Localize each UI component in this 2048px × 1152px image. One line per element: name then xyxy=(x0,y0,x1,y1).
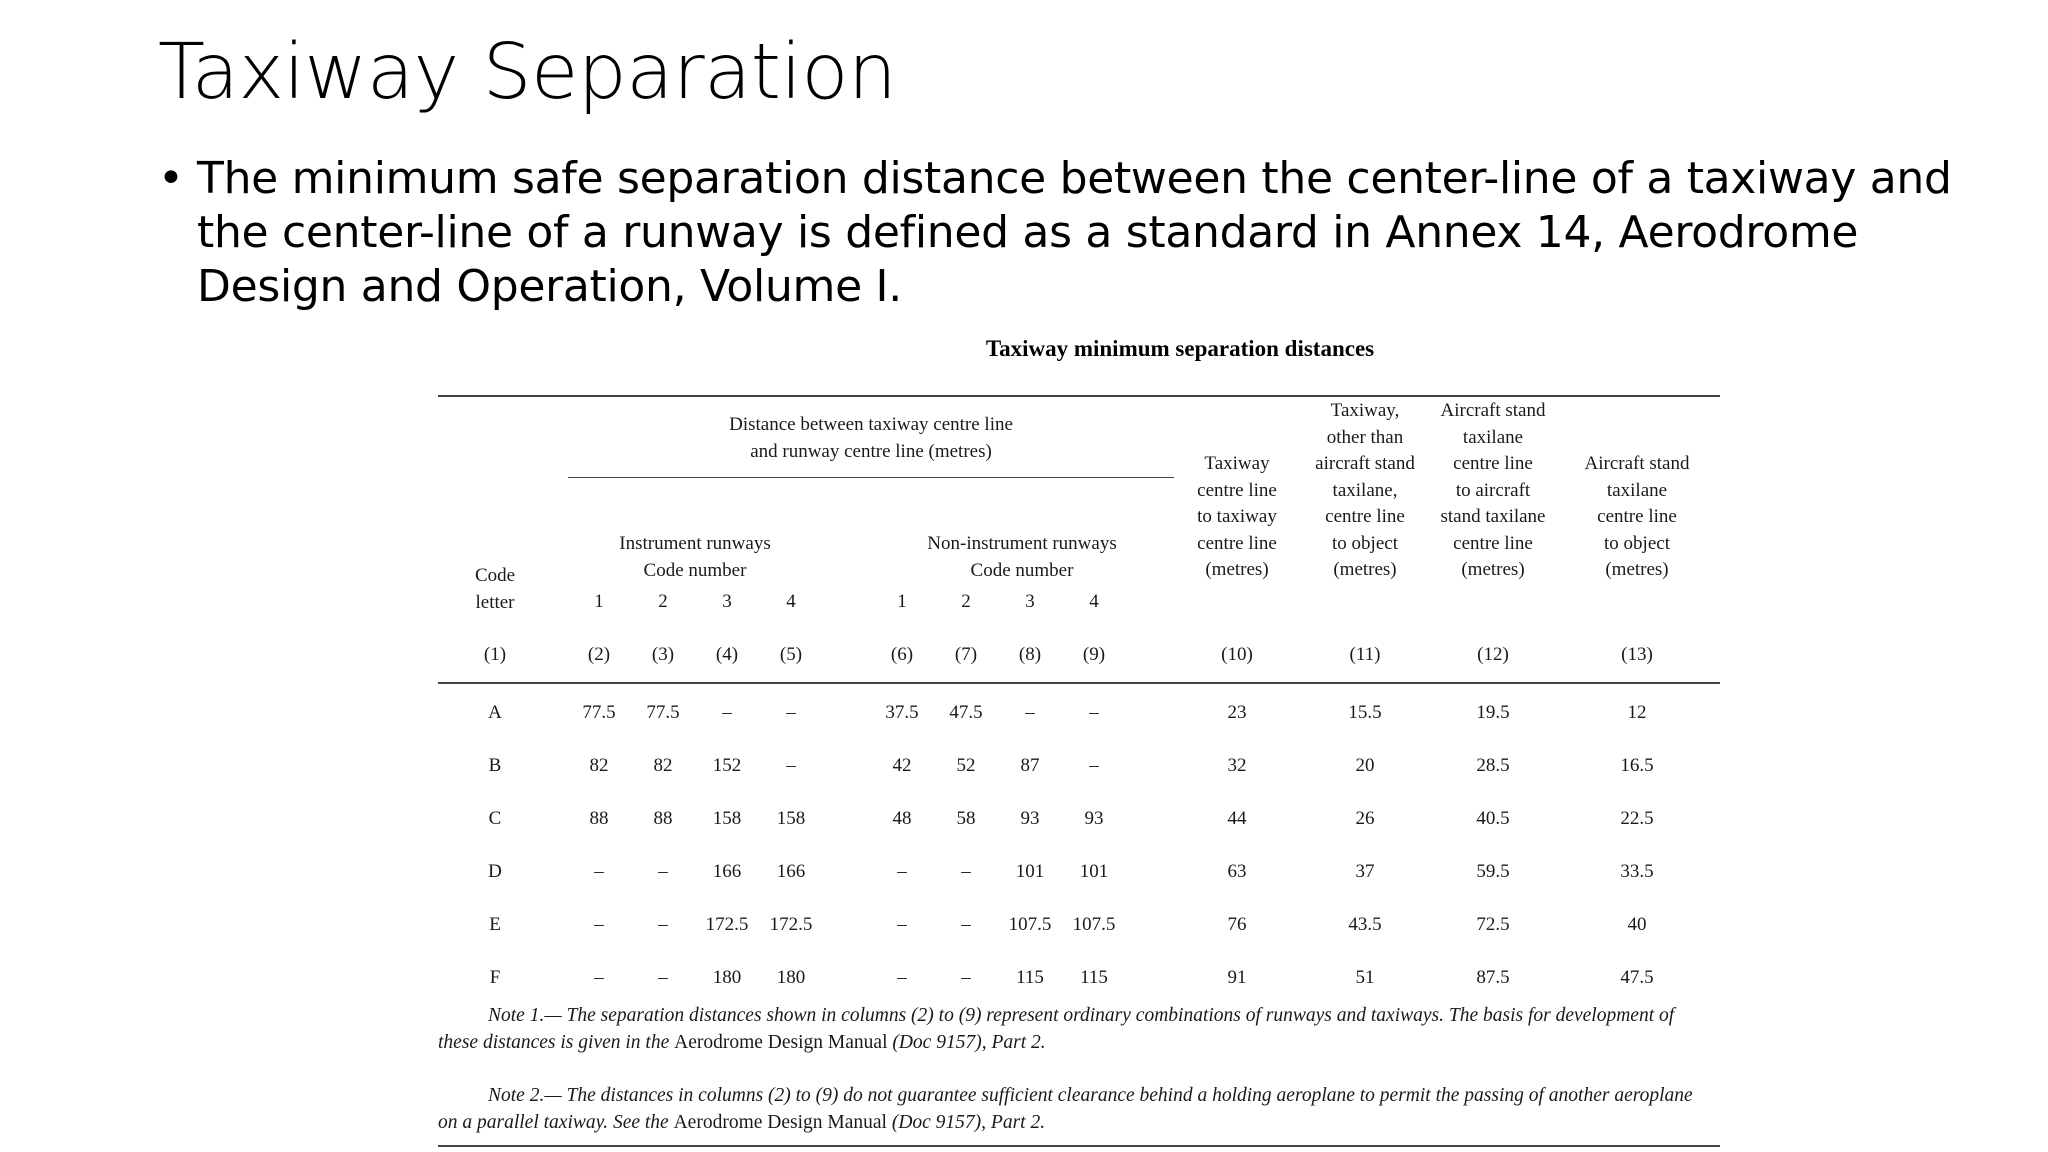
table-cell: 88 xyxy=(589,808,609,829)
header-noninstrument-runways: Non-instrument runways Code number xyxy=(927,533,1117,581)
table-cell: 166 xyxy=(776,861,806,882)
header-instrument-runways: Instrument runways Code number xyxy=(619,533,771,581)
table-cell: 59.5 xyxy=(1476,861,1510,882)
table-cell: 20 xyxy=(1355,755,1375,776)
table-cell: – xyxy=(897,861,907,882)
column-number-cell: (5) xyxy=(779,644,803,665)
table-cell: 87.5 xyxy=(1476,967,1510,988)
table-cell: 48 xyxy=(892,808,912,829)
table-cell: – xyxy=(658,914,668,935)
code-letter-cell: B xyxy=(488,755,502,776)
table-cell: – xyxy=(961,967,971,988)
group-header-distance: Distance between taxiway centre line and runway centre line (metres) xyxy=(729,414,1013,462)
note-2-text: Note 2.— The distances in columns (2) to (9) do not guarantee sufficient clearance behind a holding aeroplane to permit the passing of another aeroplane on a parallel taxiway. See the xyxy=(438,1085,1693,1133)
table-cell: 76 xyxy=(1227,914,1247,935)
column-number-cell: (12) xyxy=(1477,644,1509,665)
header-col12: Aircraft stand taxilane centre line to aircraft stand taxilane centre line (metres) xyxy=(1440,400,1546,580)
note-2-manual: Aerodrome Design Manual xyxy=(673,1111,887,1133)
column-number-cell: (8) xyxy=(1018,644,1042,665)
code-letter-cell: C xyxy=(488,808,502,829)
table-cell: 115 xyxy=(1080,967,1108,988)
code-letter-cell: F xyxy=(489,967,501,988)
header-col10: Taxiway centre line to taxiway centre line (metres) xyxy=(1197,453,1277,580)
header-col11: Taxiway, other than aircraft stand taxilane, centre line to object (metres) xyxy=(1315,400,1415,580)
column-number-cell: (7) xyxy=(954,644,978,665)
table-cell: 22.5 xyxy=(1620,808,1654,829)
column-number-cell: (13) xyxy=(1621,644,1653,665)
table-top-rule xyxy=(438,395,1720,397)
column-number-cell: (9) xyxy=(1082,644,1106,665)
note-1-manual: Aerodrome Design Manual xyxy=(674,1031,888,1053)
table-cell: – xyxy=(658,861,668,882)
table-cell: 47.5 xyxy=(1620,967,1654,988)
table-cell: – xyxy=(961,861,971,882)
table-cell: 72.5 xyxy=(1476,914,1510,935)
table-cell: 63 xyxy=(1227,861,1247,882)
code-number-cell: 4 xyxy=(786,591,796,612)
table-cell: 16.5 xyxy=(1620,755,1654,776)
code-letter-cell: A xyxy=(488,702,502,723)
table-cell: 101 xyxy=(1015,861,1045,882)
table-cell: 37 xyxy=(1355,861,1375,882)
table-cell: 33.5 xyxy=(1620,861,1654,882)
table-cell: 166 xyxy=(712,861,742,882)
table-cell: 88 xyxy=(653,808,673,829)
table-cell: 44 xyxy=(1227,808,1247,829)
table-cell: 37.5 xyxy=(885,702,919,723)
table-cell: 40 xyxy=(1627,914,1647,935)
table-cell: – xyxy=(722,702,732,723)
table-cell: 93 xyxy=(1020,808,1040,829)
table-cell: 115 xyxy=(1016,967,1044,988)
table-cell: – xyxy=(786,702,796,723)
table-cell: – xyxy=(594,967,604,988)
table-cell: 180 xyxy=(712,967,742,988)
header-code-letter: Code letter xyxy=(474,565,516,613)
bullet-icon: • xyxy=(158,153,184,204)
table-cell: 40.5 xyxy=(1476,808,1510,829)
code-number-cell: 3 xyxy=(1025,591,1035,612)
table-cell: – xyxy=(594,914,604,935)
slide-title: Taxiway Separation xyxy=(158,28,897,117)
table-cell: 172.5 xyxy=(705,914,749,935)
table-header-rule xyxy=(438,682,1720,684)
table-cell: 26 xyxy=(1355,808,1375,829)
table-cell: 42 xyxy=(892,755,912,776)
code-letter-cell: D xyxy=(488,861,502,882)
table-cell: 172.5 xyxy=(769,914,813,935)
table-cell: – xyxy=(897,967,907,988)
table-cell: – xyxy=(786,755,796,776)
table-cell: 82 xyxy=(589,755,609,776)
note-1-ref: (Doc 9157), Part 2. xyxy=(887,1031,1046,1053)
column-number-cell: (11) xyxy=(1349,644,1381,665)
table-cell: 152 xyxy=(712,755,742,776)
note-1 xyxy=(438,1003,1698,1056)
table-cell: 51 xyxy=(1355,967,1375,988)
table-cell: 15.5 xyxy=(1348,702,1382,723)
table-cell: – xyxy=(1025,702,1035,723)
column-number-cell: (6) xyxy=(890,644,914,665)
table-cell: – xyxy=(658,967,668,988)
code-number-cell: 1 xyxy=(897,591,907,612)
group-header-rule xyxy=(568,477,1174,478)
code-number-cell: 3 xyxy=(722,591,732,612)
table-cell: – xyxy=(961,914,971,935)
table-cell: 93 xyxy=(1084,808,1104,829)
table-cell: 158 xyxy=(712,808,742,829)
column-number-cell: (1) xyxy=(483,644,507,665)
table-cell: 12 xyxy=(1627,702,1647,723)
table-cell: 23 xyxy=(1227,702,1247,723)
column-number-cell: (10) xyxy=(1221,644,1253,665)
table-caption: Taxiway minimum separation distances xyxy=(985,336,1375,361)
code-letter-cell: E xyxy=(489,914,501,935)
table-cell: 47.5 xyxy=(949,702,983,723)
note-1-text: Note 1.— The separation distances shown in columns (2) to (9) represent ordinary combinations of runways and taxiways. The basis for development of these distances is given in the xyxy=(438,1005,1675,1053)
table-cell: 28.5 xyxy=(1476,755,1510,776)
table-cell: 77.5 xyxy=(646,702,680,723)
table-cell: 52 xyxy=(956,755,976,776)
table-cell: 107.5 xyxy=(1072,914,1116,935)
header-col13: Aircraft stand taxilane centre line to object (metres) xyxy=(1584,453,1690,580)
table-cell: – xyxy=(594,861,604,882)
table-cell: 19.5 xyxy=(1476,702,1510,723)
table-bottom-rule xyxy=(438,1145,1720,1147)
column-number-cell: (4) xyxy=(715,644,739,665)
table-cell: – xyxy=(1089,755,1099,776)
column-number-cell: (2) xyxy=(587,644,611,665)
table-cell: 43.5 xyxy=(1348,914,1382,935)
table-cell: – xyxy=(897,914,907,935)
table-cell: 107.5 xyxy=(1008,914,1052,935)
note-2 xyxy=(438,1083,1698,1136)
code-number-cell: 2 xyxy=(658,591,668,612)
table-cell: 180 xyxy=(776,967,806,988)
code-number-cell: 4 xyxy=(1089,591,1099,612)
table-cell: 91 xyxy=(1227,967,1247,988)
code-number-cell: 1 xyxy=(594,591,604,612)
column-number-cell: (3) xyxy=(651,644,675,665)
table-cell: 58 xyxy=(956,808,976,829)
table-cell: 87 xyxy=(1020,755,1040,776)
table-cell: 158 xyxy=(776,808,806,829)
note-2-ref: (Doc 9157), Part 2. xyxy=(886,1111,1046,1133)
table-cell: 77.5 xyxy=(582,702,616,723)
bullet-text: The minimum safe separation distance between the center-line of a taxiway and the center-line of a runway is defined as a standard in Annex 14, Aerodrome Design and Operation, Volume I. xyxy=(197,153,1952,312)
table-cell: 101 xyxy=(1079,861,1109,882)
table-cell: – xyxy=(1089,702,1099,723)
code-number-cell: 2 xyxy=(961,591,971,612)
table-cell: 32 xyxy=(1227,755,1247,776)
table-cell: 82 xyxy=(653,755,673,776)
